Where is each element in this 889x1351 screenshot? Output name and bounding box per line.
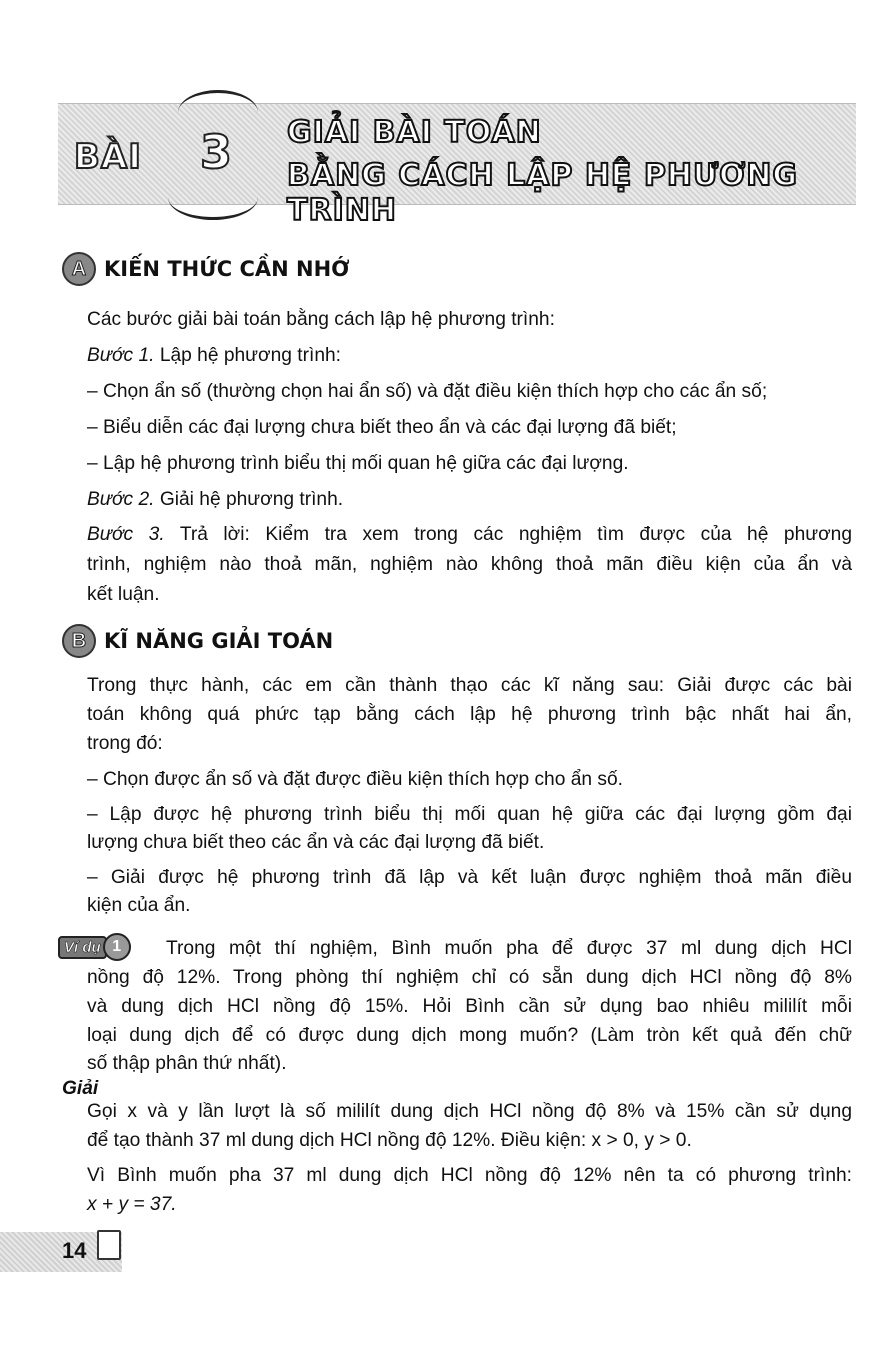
text-line: Vì Bình muốn pha 37 ml dung dịch HCl nồng độ 12% nên ta có phương trình: [87,1165,852,1186]
step-text: Trả lời: Kiểm tra xem trong các nghiệm tìm được của hệ phương [164,524,853,545]
step-text: Lập hệ phương trình: [154,345,342,366]
example-label: Ví dụ [58,936,107,959]
text-line: – Lập được hệ phương trình biểu thị mối quan hệ giữa các đại lượng gồm đại [87,804,852,825]
step-label: Bước 1. [87,345,155,366]
text-line: x + y = 37. [87,1194,177,1215]
lesson-title-line2: BẰNG CÁCH LẬP HỆ PHƯƠNG TRÌNH [287,158,798,228]
text-line: Các bước giải bài toán bằng cách lập hệ phương trình: [87,309,555,330]
lesson-label: BÀI [74,137,142,177]
step-label: Bước 2. [87,489,155,510]
text-line [87,523,852,547]
text-line: trình, nghiệm nào thoả mãn, nghiệm nào không thoả mãn điều kiện của ẩn và [87,554,852,575]
text-line: loại dung dịch để có được dung dịch mong muốn? (Làm tròn kết quả đến chữ [87,1025,852,1046]
example-badge [58,933,150,961]
text-line: kết luận. [87,584,160,605]
text-line: – Giải được hệ phương trình đã lập và kết luận được nghiệm thoả mãn điều [87,867,852,888]
text-line: Gọi x và y lần lượt là số mililít dung dịch HCl nồng độ 8% và 15% cần sử dụng [87,1101,852,1122]
text-line: số thập phân thứ nhất). [87,1053,287,1074]
lesson-title-line1: GIẢI BÀI TOÁN [287,115,542,150]
section-b-heading [62,624,333,658]
text-line: và dung dịch HCl nồng độ 15%. Hỏi Bình cần sử dụng bao nhiêu mililít mỗi [87,996,852,1017]
text-line: nồng độ 12%. Trong phòng thí nghiệm chỉ có sẵn dung dịch HCl nồng độ 8% [87,967,852,988]
text-line: – Biểu diễn các đại lượng chưa biết theo ẩn và các đại lượng đã biết; [87,417,677,438]
lesson-number: 3 [200,125,233,179]
section-a-title: KIẾN THỨC CẦN NHỚ [104,257,350,281]
text-line: Trong thực hành, các em cần thành thạo các kĩ năng sau: Giải được các bài [87,675,852,696]
step-label: Bước 3. [87,524,165,545]
text-line: kiện của ẩn. [87,895,191,916]
text-line: trong đó: [87,733,163,754]
page-number: 14 [62,1238,87,1263]
section-b-badge: B [62,624,96,658]
section-b-title: KĨ NĂNG GIẢI TOÁN [104,629,334,653]
section-a-badge: A [62,252,96,286]
text-line: – Lập hệ phương trình biểu thị mối quan hệ giữa các đại lượng. [87,453,629,474]
solution-label: Giải [62,1078,99,1099]
step-text: Giải hệ phương trình. [154,489,344,510]
example-number: 1 [103,933,131,961]
text-line: toán không quá phức tạp bằng cách lập hệ phương trình bậc nhất hai ẩn, [87,704,852,725]
text-line: Trong một thí nghiệm, Bình muốn pha để được 37 ml dung dịch HCl [166,938,852,959]
text-line [87,344,341,368]
section-a-heading [62,252,350,286]
text-line [87,488,343,512]
text-line: lượng chưa biết theo các ẩn và các đại lượng đã biết. [87,832,545,853]
text-line: – Chọn được ẩn số và đặt được điều kiện thích hợp cho ẩn số. [87,769,623,790]
text-line: để tạo thành 37 ml dung dịch HCl nồng độ 12%. Điều kiện: x > 0, y > 0. [87,1130,692,1151]
page-icon [97,1230,121,1260]
text-line: – Chọn ẩn số (thường chọn hai ẩn số) và đặt điều kiện thích hợp cho các ẩn số; [87,381,768,402]
banner-arc-bottom [168,175,258,220]
